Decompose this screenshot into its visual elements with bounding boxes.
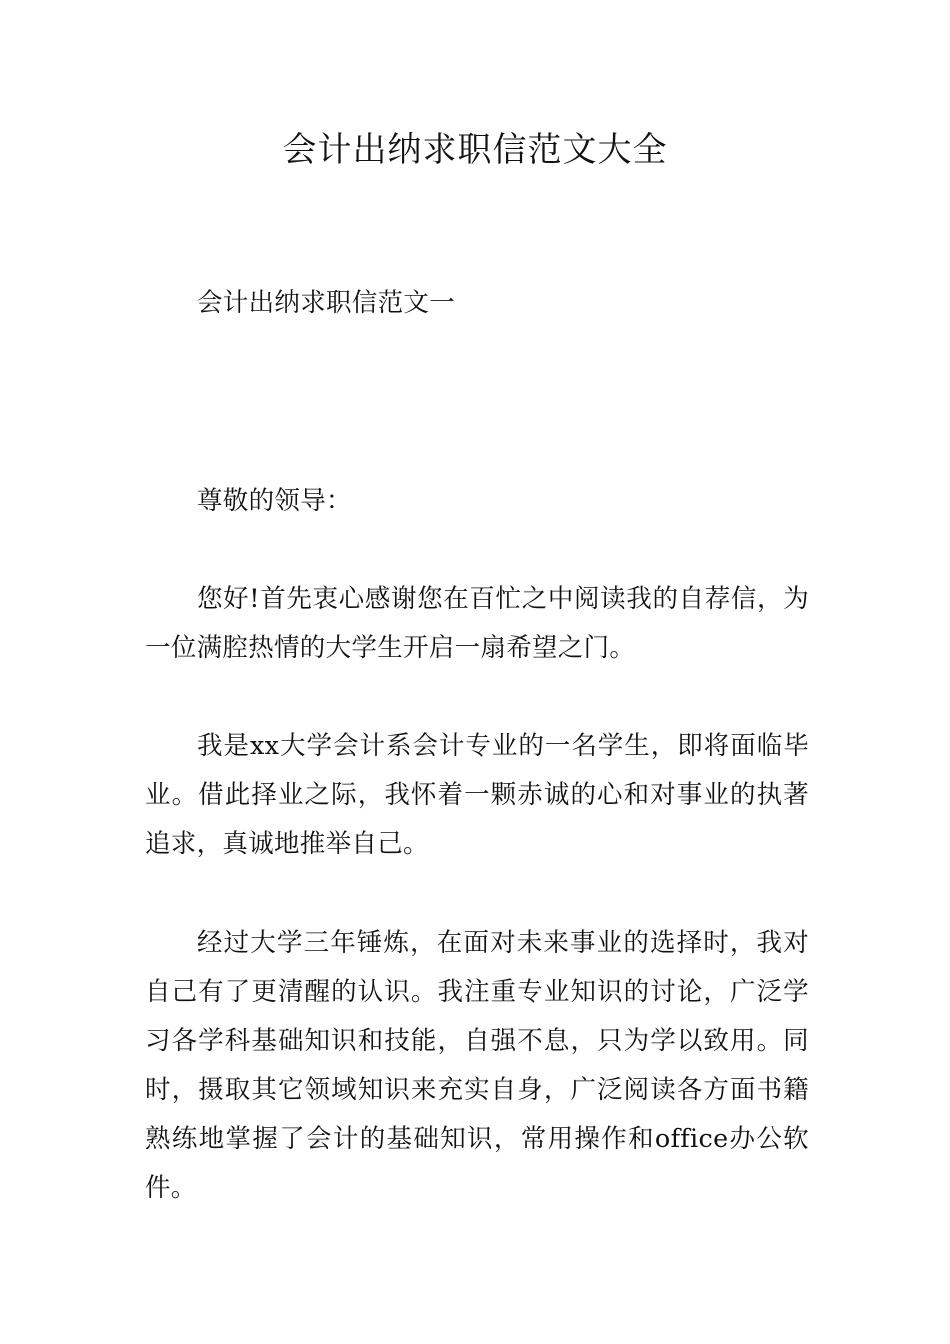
paragraph-education: 经过大学三年锤炼，在面对未来事业的选择时，我对自己有了更清醒的认识。我注重专业知识的讨论，广泛学习各学科基础知识和技能，自强不息，只为学以致用。同时，摄取其它领域知识来充实自身，广泛阅读各方面书籍熟练地掌握了会计的基础知识，常用操作和office办公软件。	[145, 928, 809, 1203]
paragraph-greeting: 您好!首先衷心感谢您在百忙之中阅读我的自荐信，为一位满腔热情的大学生开启一扇希望之门。	[145, 584, 809, 663]
salutation: 尊敬的领导：	[197, 486, 352, 516]
document-title: 会计出纳求职信范文大全	[282, 130, 668, 170]
paragraph-introduction: 我是xx大学会计系会计专业的一名学生，即将面临毕业。借此择业之际，我怀着一颗赤诚的心和对事业的执著追求，真诚地推举自己。	[145, 731, 809, 859]
section-heading: 会计出纳求职信范文一	[197, 288, 456, 318]
